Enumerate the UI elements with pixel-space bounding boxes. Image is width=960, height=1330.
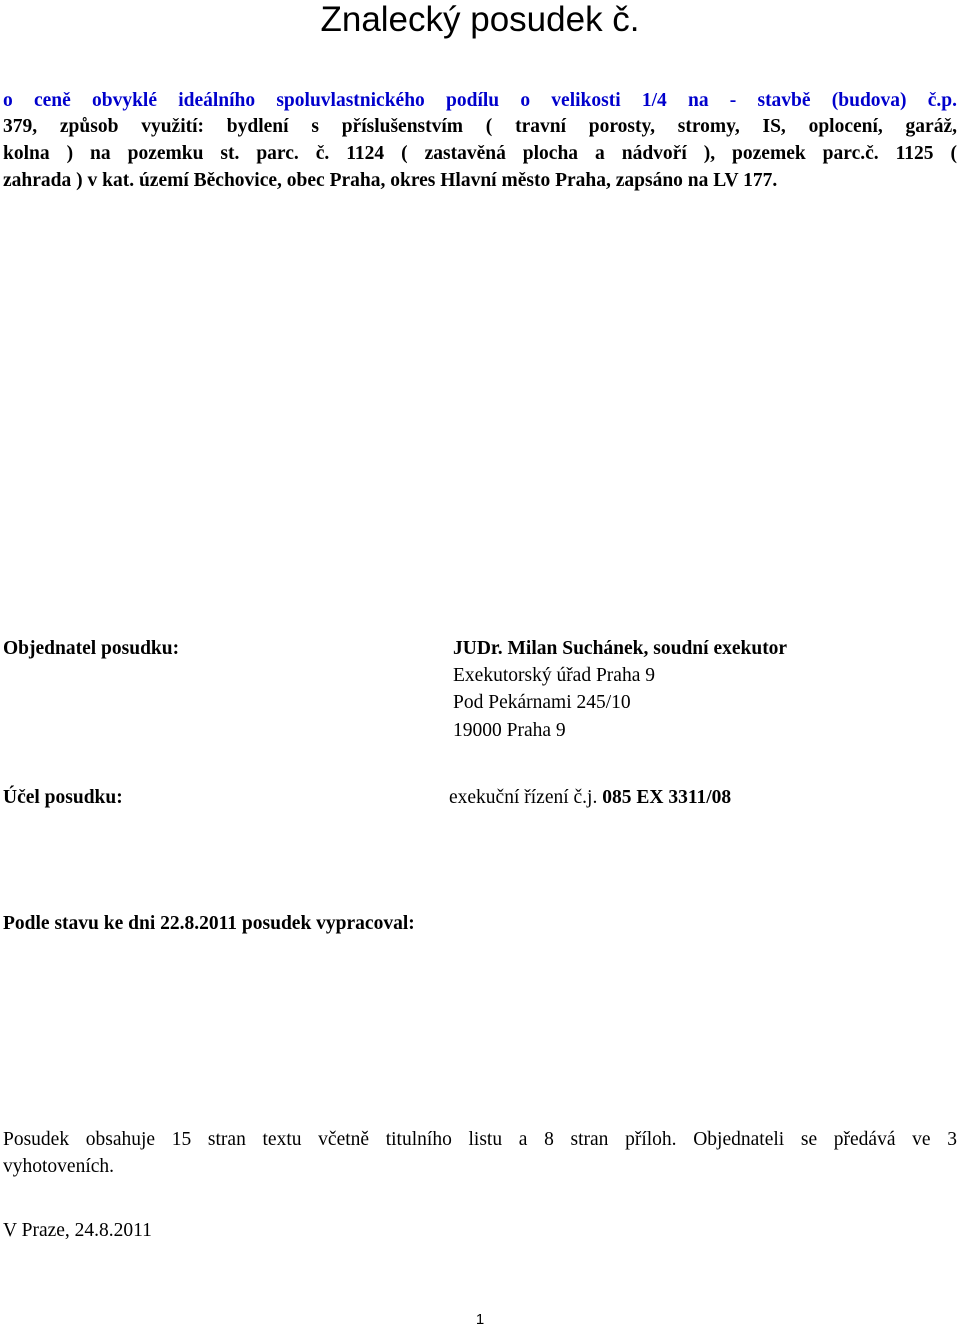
client-label: Objednatel posudku:	[3, 638, 180, 659]
place-and-date: V Praze, 24.8.2011	[3, 1220, 152, 1241]
client-name: JUDr. Milan Suchánek, soudní exekutor	[453, 638, 788, 659]
client-street: Pod Pekárnami 245/10	[453, 692, 631, 713]
state-date-line: Podle stavu ke dni 22.8.2011 posudek vypracoval:	[3, 913, 415, 934]
subject-line-3: kolna ) na pozemku st. parc. č. 1124 ( zastavěná plocha a nádvoří ), pozemek parc.č. 1125 (	[3, 143, 957, 164]
document-title: Znalecký posudek č.	[320, 0, 640, 39]
client-city: 19000 Praha 9	[453, 720, 566, 741]
page-number: 1	[475, 1311, 485, 1328]
contents-line-1: Posudek obsahuje 15 stran textu včetně titulního listu a 8 stran příloh. Objednateli se předává ve 3	[3, 1129, 957, 1150]
client-office: Exekutorský úřad Praha 9	[453, 665, 655, 686]
subject-line-4: zahrada ) v kat. území Běchovice, obec Praha, okres Hlavní město Praha, zapsáno na LV 177.	[3, 170, 778, 191]
purpose-label: Účel posudku:	[3, 787, 123, 808]
contents-line-2: vyhotoveních.	[3, 1156, 115, 1177]
subject-line-1-text: o ceně obvyklé ideálního spoluvlastnického podílu o velikosti 1/4 na - stavbě (budova) č.p.	[3, 90, 957, 111]
subject-line-1	[3, 88, 957, 114]
case-number: 085 EX 3311/08	[602, 787, 732, 808]
purpose-value	[449, 785, 731, 811]
purpose-text: exekuční řízení č.j.	[449, 787, 603, 808]
subject-line-2: 379, způsob využití: bydlení s příslušenstvím ( travní porosty, stromy, IS, oplocení, garáž,	[3, 116, 957, 137]
